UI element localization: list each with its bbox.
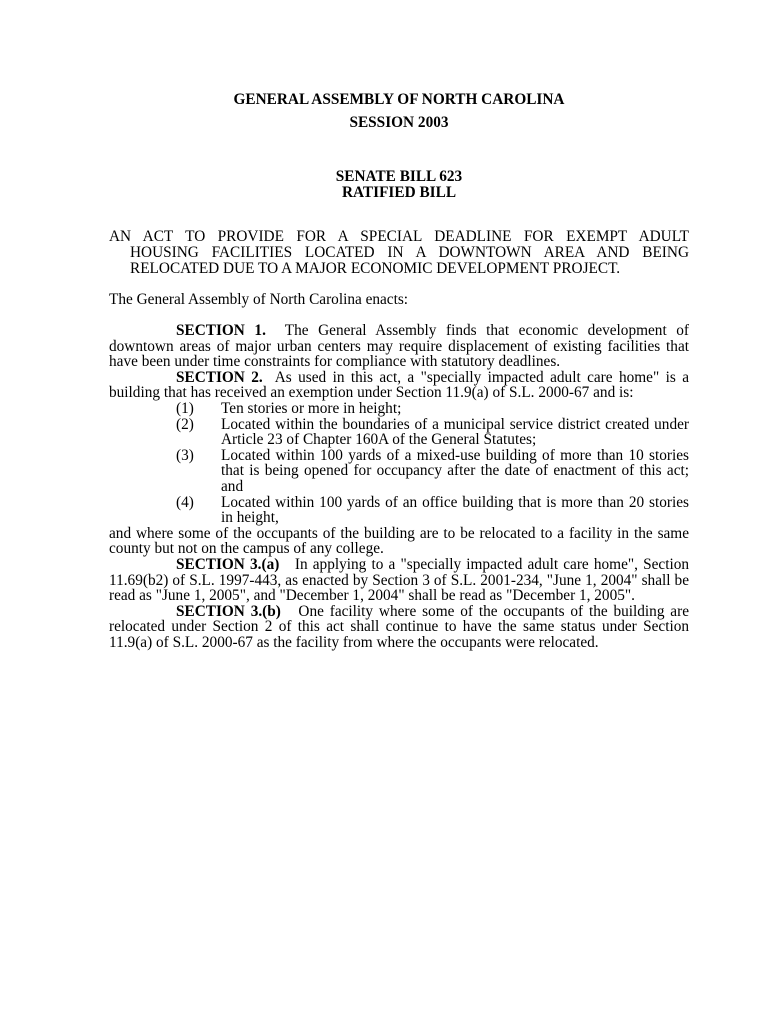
- section-3b-label: SECTION 3.(b): [176, 602, 281, 620]
- section-2-tail: and where some of the occupants of the building are to be relocated to a facility in the same county but not on the campus of any college.: [109, 524, 689, 558]
- bill-number-heading: SENATE BILL 623: [335, 168, 463, 185]
- act-title-rest: HOUSING FACILITIES LOCATED IN A DOWNTOWN AREA AND BEING RELOCATED DUE TO A MAJOR ECONOMIC DEVELOPMENT PROJECT.: [130, 244, 689, 277]
- section-2: [109, 370, 689, 401]
- list-item-text: Located within 100 yards of an office building that is more than 20 stories in height,: [221, 493, 689, 527]
- session-heading: SESSION 2003: [349, 114, 449, 131]
- bill-status-heading: RATIFIED BILL: [341, 184, 457, 201]
- list-item: [109, 448, 689, 495]
- list-item-number: (4): [176, 493, 194, 511]
- section-3a-label: SECTION 3.(a): [176, 555, 280, 573]
- list-item: [109, 417, 689, 448]
- section-2-label: SECTION 2.: [176, 368, 263, 386]
- section-3a: [109, 557, 689, 604]
- list-item-text: Located within 100 yards of a mixed-use building of more than 10 stories that is being opened for occupancy after the date of enactment of this act; and: [221, 446, 689, 495]
- section-2-text: As used in this act, a "specially impacted adult care home" is a building that has received an exemption under Section 11.9(a) of S.L. 2000-67 and is:: [109, 368, 689, 402]
- act-title-first-line: AN ACT TO PROVIDE FOR A SPECIAL DEADLINE FOR EXEMPT ADULT: [109, 228, 689, 245]
- section-1-label: SECTION 1.: [176, 322, 266, 339]
- list-item-text: Ten stories or more in height;: [221, 399, 402, 417]
- act-title: [109, 229, 689, 277]
- section-1-text: The General Assembly finds that economic development of downtown areas of major urban centers may require displacement of existing facilities that have been under time constraints for compliance with statutory deadlines.: [109, 322, 689, 371]
- list-item: [109, 495, 689, 526]
- list-item-text: Located within the boundaries of a municipal service district created under Article 23 of Chapter 160A of the General Statutes;: [221, 415, 689, 449]
- list-item: [109, 401, 689, 417]
- assembly-heading: GENERAL ASSEMBLY OF NORTH CAROLINA: [233, 91, 565, 108]
- section-3b: [109, 604, 689, 651]
- enacting-clause: The General Assembly of North Carolina enacts:: [109, 291, 409, 308]
- list-item-number: (3): [176, 446, 194, 464]
- bill-body: [109, 323, 689, 650]
- section-3b-text: One facility where some of the occupants of the building are relocated under Section 2 of this act shall continue to have the same status under Section 11.9(a) of S.L. 2000-67 as the facility from where the occupants were relocated.: [109, 602, 689, 651]
- list-item-number: (2): [176, 415, 194, 433]
- section-3a-text: In applying to a "specially impacted adult care home", Section 11.69(b2) of S.L. 1997-443, as enacted by Section 3 of S.L. 2001-234, "June 1, 2004" shall be read as "June 1, 2005", and "December 1, 2004" shall be read as "December 1, 2005".: [109, 555, 689, 605]
- list-item-number: (1): [176, 399, 194, 417]
- section-1: [109, 323, 689, 370]
